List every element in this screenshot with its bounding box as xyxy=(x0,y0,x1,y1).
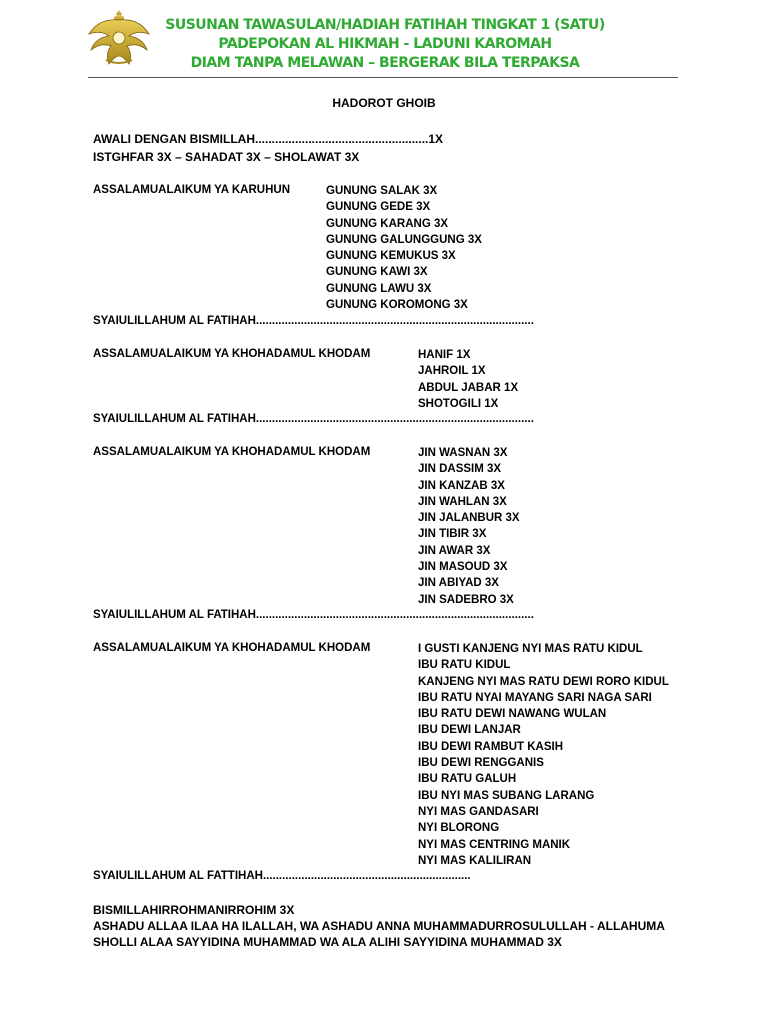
list-item: GUNUNG GEDE 3X xyxy=(326,201,431,214)
list-item: JIN SADEBRO 3X xyxy=(418,593,514,606)
list-item: IBU RATU DEWI NAWANG WULAN xyxy=(418,708,607,721)
greeting-khodam-3: ASSALAMUALAIKUM YA KHOHADAMUL KHODAM xyxy=(93,642,371,654)
page-header xyxy=(0,0,768,80)
list-item: IBU RATU GALUH xyxy=(418,773,517,786)
greeting-karuhun: ASSALAMUALAIKUM YA KARUHUN xyxy=(93,184,290,196)
list-khodam-ratu xyxy=(418,641,669,869)
list-item: JIN AWAR 3X xyxy=(418,544,491,557)
greeting-khodam-1: ASSALAMUALAIKUM YA KHOHADAMUL KHODAM xyxy=(93,348,371,360)
list-item: IBU RATU KIDUL xyxy=(418,659,511,672)
list-item: JIN DASSIM 3X xyxy=(418,463,502,476)
title-line-1: SUSUNAN TAWASULAN/HADIAH FATIHAH TINGKAT 1 (SATU) xyxy=(165,17,605,33)
list-item: NYI MAS GANDASARI xyxy=(418,805,539,818)
list-khodam-1 xyxy=(418,347,518,412)
title-block xyxy=(155,16,615,73)
intro-line-2: ISTGHFAR 3X – SAHADAT 3X – SHOLAWAT 3X xyxy=(93,150,360,164)
intro-line-1: AWALI DENGAN BISMILLAH....................................................1X xyxy=(93,132,444,146)
list-item: GUNUNG SALAK 3X xyxy=(326,185,438,197)
list-item: IBU NYI MAS SUBANG LARANG xyxy=(418,789,595,802)
closing-fatihah-2: SYAIULILLAHUM AL FATIHAH....................................................................................... xyxy=(93,413,534,425)
header-divider xyxy=(88,77,678,78)
list-item: JIN WAHLAN 3X xyxy=(418,495,507,508)
list-item: JAHROIL 1X xyxy=(418,365,486,378)
outro-line-2: ASHADU ALLAA ILAA HA ILALLAH, WA ASHADU ANNA MUHAMMADURROSULULLAH - ALLAHUMA xyxy=(93,919,665,933)
list-item: NYI BLORONG xyxy=(418,822,500,835)
section-heading: HADOROT GHOIB xyxy=(332,96,436,110)
list-item: IBU DEWI LANJAR xyxy=(418,724,521,737)
closing-fatihah-3: SYAIULILLAHUM AL FATIHAH....................................................................................... xyxy=(93,609,534,621)
list-item: SHOTOGILI 1X xyxy=(418,397,499,410)
list-item: JIN TIBIR 3X xyxy=(418,528,487,541)
title-line-2: PADEPOKAN AL HIKMAH - LADUNI KAROMAH xyxy=(218,36,552,52)
list-item: GUNUNG KOROMONG 3X xyxy=(326,299,468,312)
title-line-3: DIAM TANPA MELAWAN – BERGERAK BILA TERPAKSA xyxy=(190,55,580,71)
list-item: GUNUNG KAWI 3X xyxy=(326,266,428,279)
list-item: HANIF 1X xyxy=(418,349,471,361)
list-item: JIN JALANBUR 3X xyxy=(418,512,520,525)
list-item: I GUSTI KANJENG NYI MAS RATU KIDUL xyxy=(418,643,643,655)
list-item: JIN ABIYAD 3X xyxy=(418,577,499,590)
list-item: JIN KANZAB 3X xyxy=(418,479,505,492)
outro-line-1: BISMILLAHIRROHMANIRROHIM 3X xyxy=(93,903,295,917)
list-item: IBU RATU NYAI MAYANG SARI NAGA SARI xyxy=(418,691,652,704)
list-item: IBU DEWI RAMBUT KASIH xyxy=(418,740,564,753)
list-item: GUNUNG GALUNGGUNG 3X xyxy=(326,233,482,246)
list-item: GUNUNG KARANG 3X xyxy=(326,217,449,230)
list-item: JIN WASNAN 3X xyxy=(418,447,508,459)
list-item: JIN MASOUD 3X xyxy=(418,561,508,574)
list-item: NYI MAS CENTRING MANIK xyxy=(418,838,571,851)
list-khodam-jin xyxy=(418,445,520,608)
garuda-emblem-logo xyxy=(86,6,152,72)
list-item: NYI MAS KALILIRAN xyxy=(418,854,532,867)
outro-line-3: SHOLLI ALAA SAYYIDINA MUHAMMAD WA ALA ALIHI SAYYIDINA MUHAMMAD 3X xyxy=(93,935,562,949)
list-item: IBU DEWI RENGGANIS xyxy=(418,757,544,770)
closing-fatihah-4: SYAIULILLAHUM AL FATTIHAH................................................................. xyxy=(93,870,471,882)
list-item: KANJENG NYI MAS RATU DEWI RORO KIDUL xyxy=(418,675,669,688)
list-karuhun xyxy=(326,183,482,313)
list-item: GUNUNG LAWU 3X xyxy=(326,282,432,295)
greeting-khodam-2: ASSALAMUALAIKUM YA KHOHADAMUL KHODAM xyxy=(93,446,371,458)
list-item: ABDUL JABAR 1X xyxy=(418,381,519,394)
closing-fatihah-1: SYAIULILLAHUM AL FATIHAH....................................................................................... xyxy=(93,315,534,327)
list-item: GUNUNG KEMUKUS 3X xyxy=(326,250,456,263)
